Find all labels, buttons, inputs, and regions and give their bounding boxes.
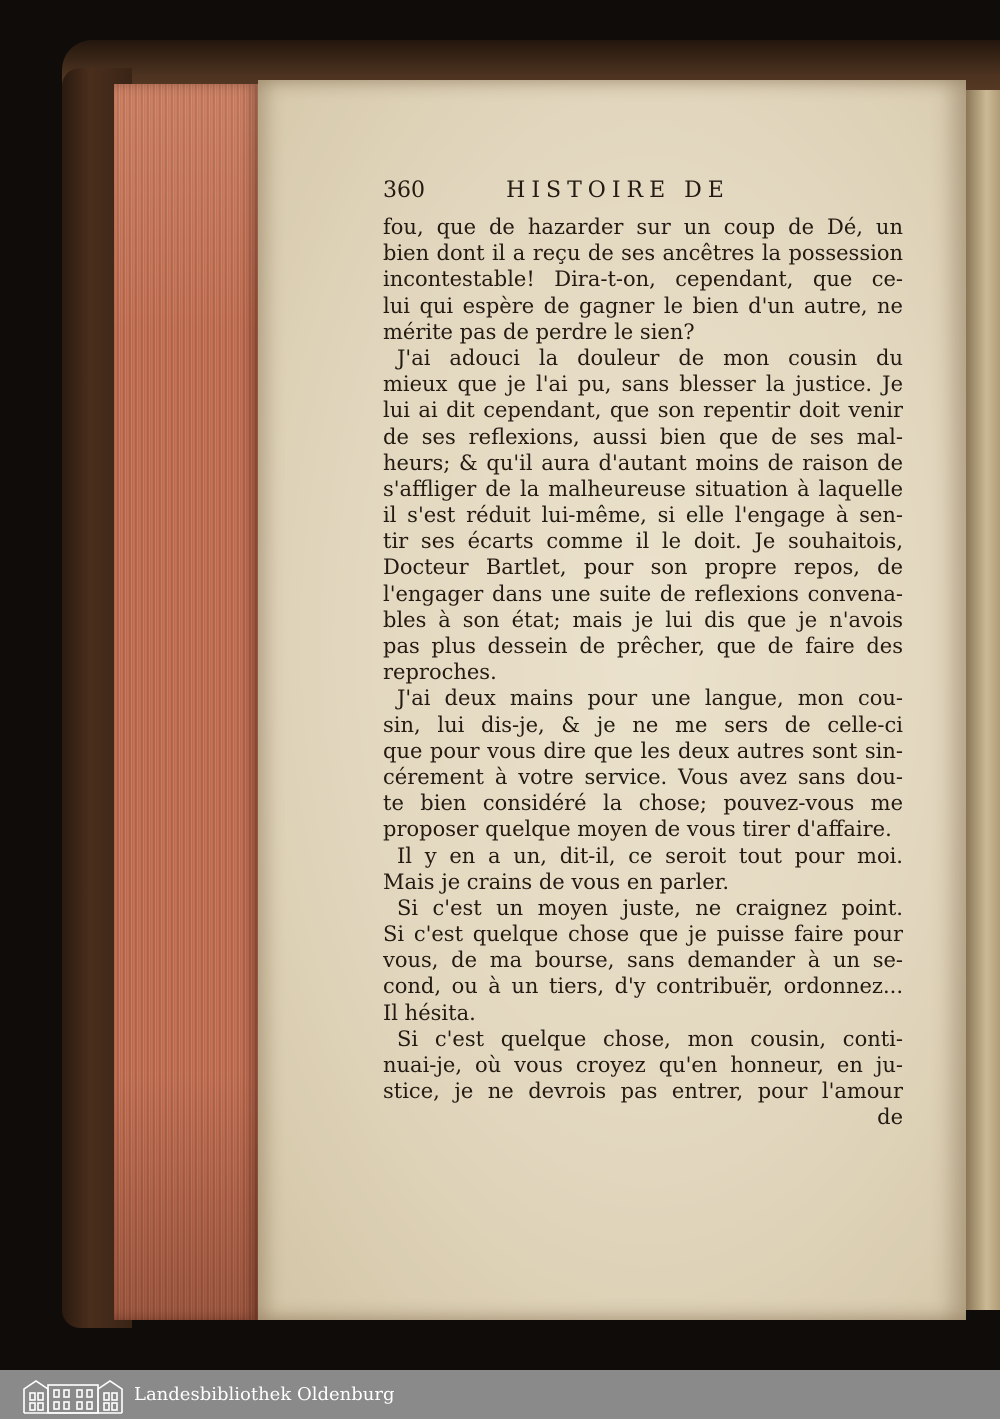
text-line: Si c'est quelque chose, mon cousin, conti- (397, 1026, 903, 1051)
running-head: HISTOIRE DE (506, 178, 730, 203)
page-text (383, 178, 903, 1131)
text-lines (383, 214, 903, 1104)
library-building-icon (22, 1375, 124, 1415)
text-line: lui qui espère de gagner le bien d'un autre, ne (383, 293, 903, 318)
text-line: J'ai deux mains pour une langue, mon cou- (397, 686, 903, 711)
text-line: fou, que de hazarder sur un coup de Dé, un (383, 215, 903, 239)
text-line: l'engager dans une suite de reflexions convena- (383, 581, 903, 606)
text-line: Docteur Bartlet, pour son propre repos, de (383, 555, 903, 580)
text-line: proposer quelque moyen de vous tirer d'affaire. (383, 817, 892, 842)
page-number: 360 (383, 178, 425, 203)
text-line: reproches. (383, 660, 497, 685)
page-edges (114, 84, 260, 1320)
text-line: nuai-je, où vous croyez qu'en honneur, en ju- (383, 1053, 903, 1077)
text-line: Si c'est quelque chose que je puisse faire pour (383, 922, 903, 947)
text-line: de ses reflexions, aussi bien que de ses mal- (383, 424, 903, 449)
text-line: Si c'est un moyen juste, ne craignez point. (397, 895, 903, 920)
library-name: Landesbibliothek Oldenburg (134, 1384, 395, 1405)
text-line: lui ai dit cependant, que son repentir doit venir (383, 398, 903, 423)
text-line: incontestable! Dira-t-on, cependant, que ce- (383, 267, 903, 292)
text-line: stice, je ne devrois pas entrer, pour l'amour (383, 1079, 903, 1104)
text-line: que pour vous dire que les deux autres sont sin- (383, 738, 903, 763)
text-line: pas plus dessein de prêcher, que de faire des (383, 634, 903, 658)
text-line: mieux que je l'ai pu, sans blesser la justice. Je (383, 372, 903, 397)
text-line: il s'est réduit lui-même, si elle l'engage à sen- (383, 503, 903, 528)
catchword: de (877, 1105, 903, 1130)
text-line: te bien considéré la chose; pouvez-vous me (383, 791, 903, 816)
text-line: cond, ou à un tiers, d'y contribuër, ordonnez... (383, 974, 903, 999)
text-line: cérement à votre service. Vous avez sans dou- (383, 764, 903, 789)
text-line: Il y en a un, dit-il, ce seroit tout pour moi. (397, 843, 903, 868)
text-line: Il hésita. (383, 1000, 476, 1025)
library-footer (0, 1370, 1000, 1419)
text-line: bien dont il a reçu de ses ancêtres la possession (383, 241, 903, 266)
text-line: vous, de ma bourse, sans demander à un se- (383, 948, 903, 973)
text-line: sin, lui dis-je, & je ne me sers de celle-ci (383, 712, 903, 737)
page-header (383, 178, 903, 210)
text-line: s'affliger de la malheureuse situation à laquelle (383, 476, 903, 501)
text-line: J'ai adouci la douleur de mon cousin du (397, 345, 903, 370)
text-line: mérite pas de perdre le sien? (383, 319, 695, 344)
text-line: Mais je crains de vous en parler. (383, 869, 730, 894)
text-line: heurs; & qu'il aura d'autant moins de raison de (383, 450, 903, 475)
text-line: tir ses écarts comme il le doit. Je souhaitois, (383, 529, 903, 554)
text-line: bles à son état; mais je lui dis que je n'avois (383, 607, 903, 632)
facing-page-edge (966, 90, 1000, 1310)
